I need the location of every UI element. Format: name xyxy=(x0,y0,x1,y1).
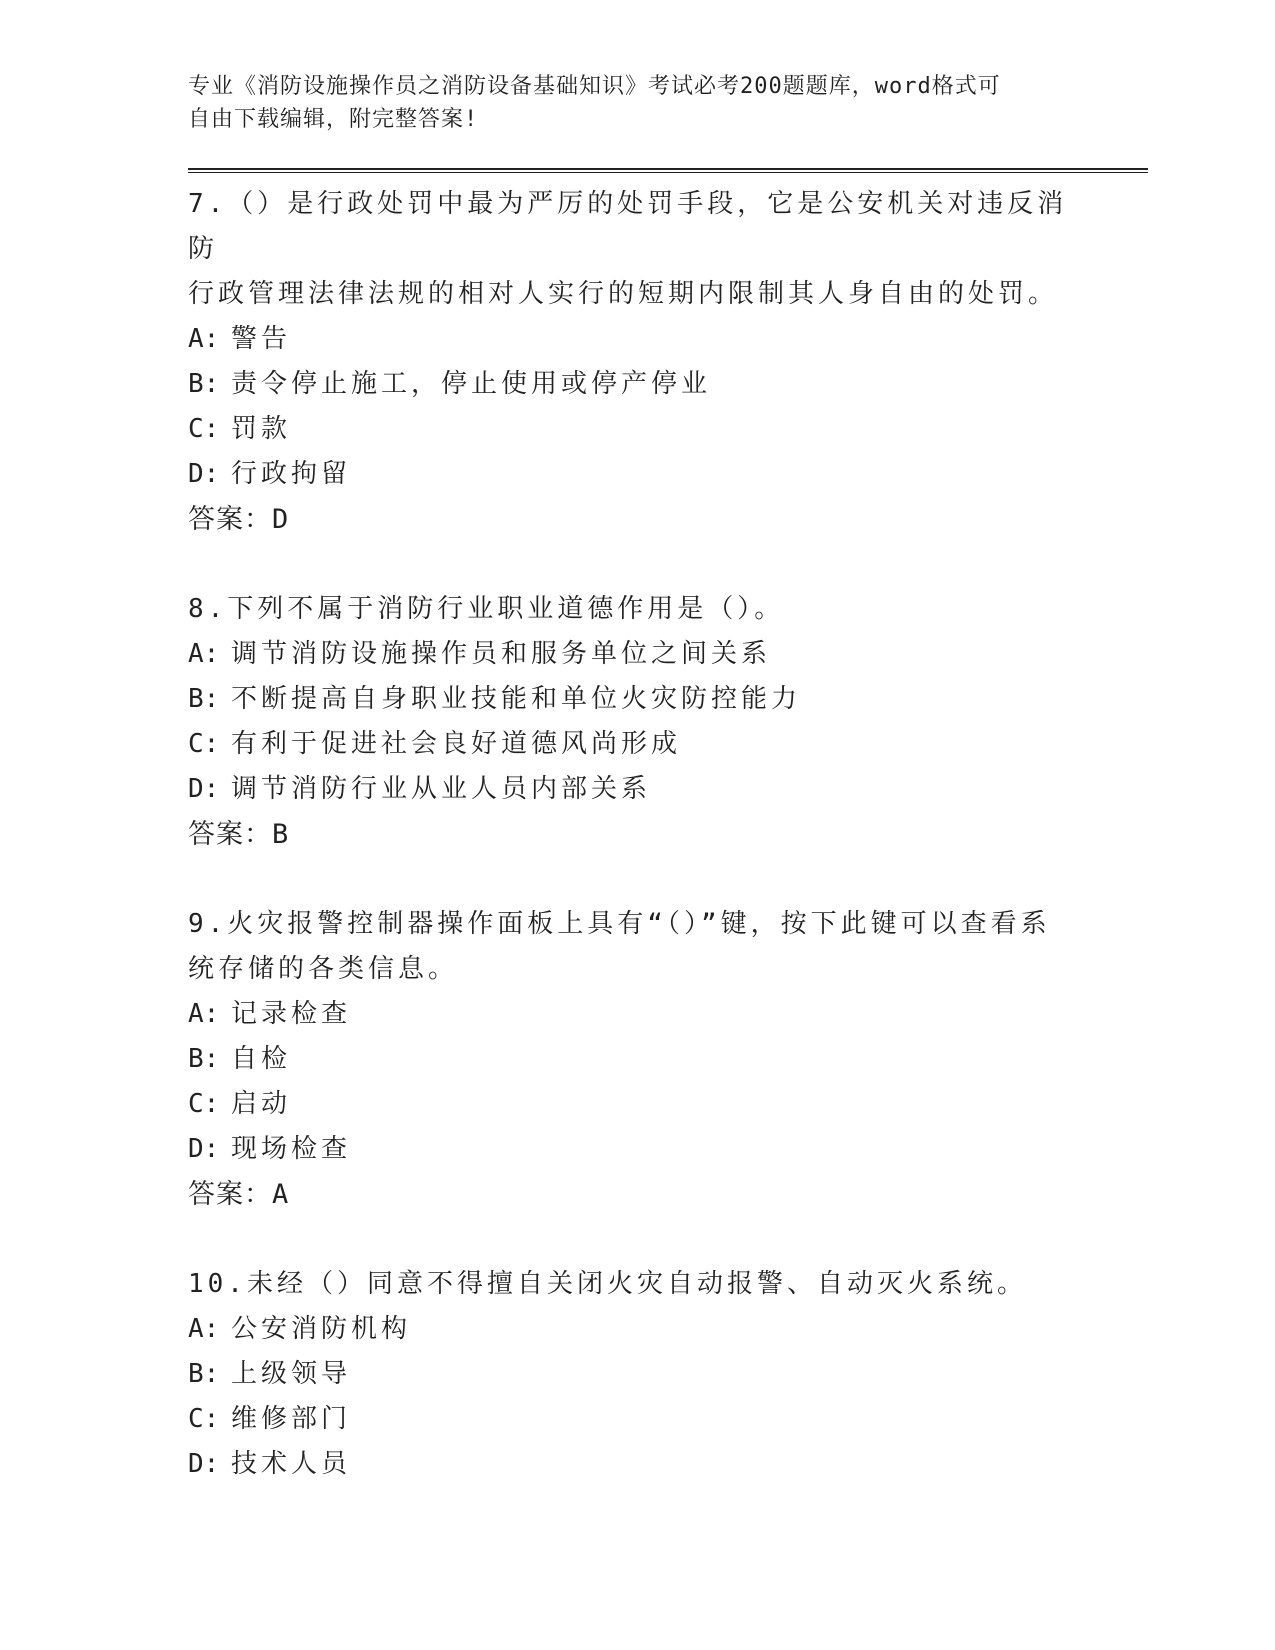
answer-line: 答案：D xyxy=(188,504,290,535)
option-key: C: xyxy=(188,1404,220,1434)
option-text: 记录检查 xyxy=(231,999,352,1029)
option-text: 警告 xyxy=(231,324,292,354)
question-text: 7.（）是行政处罚中最为严厉的处罚手段，它是公安机关对违反消防 xyxy=(188,189,1068,264)
option-text: 启动 xyxy=(231,1089,292,1119)
option-key: B: xyxy=(188,1359,220,1389)
answer-option xyxy=(188,1082,1148,1127)
answer-line: 答案：B xyxy=(188,819,290,850)
answer-option xyxy=(188,767,1148,812)
option-key: D: xyxy=(188,459,220,489)
option-key: D: xyxy=(188,774,220,804)
answer-line: 答案：A xyxy=(188,1179,290,1210)
option-key: D: xyxy=(188,1134,220,1164)
option-key: A: xyxy=(188,1314,220,1344)
question-text: 行政管理法律法规的相对人实行的短期内限制其人身自由的处罚。 xyxy=(188,279,1059,309)
option-key: B: xyxy=(188,1044,220,1074)
document-header xyxy=(188,70,1048,136)
answer-option xyxy=(188,362,1148,407)
option-text: 调节消防行业从业人员内部关系 xyxy=(231,774,652,804)
option-text: 自检 xyxy=(231,1044,292,1074)
answer-option xyxy=(188,1037,1148,1082)
question-block xyxy=(188,857,1148,1217)
answer-option xyxy=(188,677,1148,722)
option-key: A: xyxy=(188,999,220,1029)
answer-option xyxy=(188,1352,1148,1397)
header-line: 自由下载编辑，附完整答案! xyxy=(188,107,479,132)
question-block xyxy=(188,542,1148,857)
answer-option xyxy=(188,317,1148,362)
option-key: C: xyxy=(188,1089,220,1119)
question-text: 10.未经（）同意不得擅自关闭火灾自动报警、自动灭火系统。 xyxy=(188,1269,1027,1299)
question-text: 8.下列不属于消防行业职业道德作用是（）。 xyxy=(188,594,785,624)
option-text: 有利于促进社会良好道德风尚形成 xyxy=(231,729,682,759)
option-key: A: xyxy=(188,639,220,669)
option-text: 不断提高自身职业技能和单位火灾防控能力 xyxy=(231,684,802,714)
answer-option xyxy=(188,1307,1148,1352)
option-key: A: xyxy=(188,324,220,354)
document-page xyxy=(188,70,1148,1487)
option-text: 上级领导 xyxy=(231,1359,352,1389)
answer-option xyxy=(188,632,1148,677)
answer-option xyxy=(188,722,1148,767)
option-key: B: xyxy=(188,684,220,714)
answer-option xyxy=(188,407,1148,452)
question-text: 9.火灾报警控制器操作面板上具有“（）”键，按下此键可以查看系 xyxy=(188,909,1051,939)
option-text: 技术人员 xyxy=(231,1449,352,1479)
option-key: C: xyxy=(188,414,220,444)
option-text: 调节消防设施操作员和服务单位之间关系 xyxy=(231,639,772,669)
question-block xyxy=(188,1217,1148,1487)
header-divider xyxy=(188,168,1148,174)
answer-option xyxy=(188,1127,1148,1172)
question-text: 统存储的各类信息。 xyxy=(188,954,459,984)
option-text: 现场检查 xyxy=(231,1134,352,1164)
answer-option xyxy=(188,452,1148,497)
option-text: 罚款 xyxy=(231,414,292,444)
answer-option xyxy=(188,1397,1148,1442)
option-key: C: xyxy=(188,729,220,759)
question-list xyxy=(188,182,1148,1487)
option-text: 行政拘留 xyxy=(231,459,352,489)
option-key: D: xyxy=(188,1449,220,1479)
option-text: 公安消防机构 xyxy=(231,1314,412,1344)
option-key: B: xyxy=(188,369,220,399)
header-line: 专业《消防设施操作员之消防设备基础知识》考试必考200题题库，word格式可 xyxy=(188,74,1001,99)
answer-option xyxy=(188,1442,1148,1487)
option-text: 维修部门 xyxy=(231,1404,352,1434)
answer-option xyxy=(188,992,1148,1037)
option-text: 责令停止施工，停止使用或停产停业 xyxy=(231,369,712,399)
question-block xyxy=(188,182,1148,542)
